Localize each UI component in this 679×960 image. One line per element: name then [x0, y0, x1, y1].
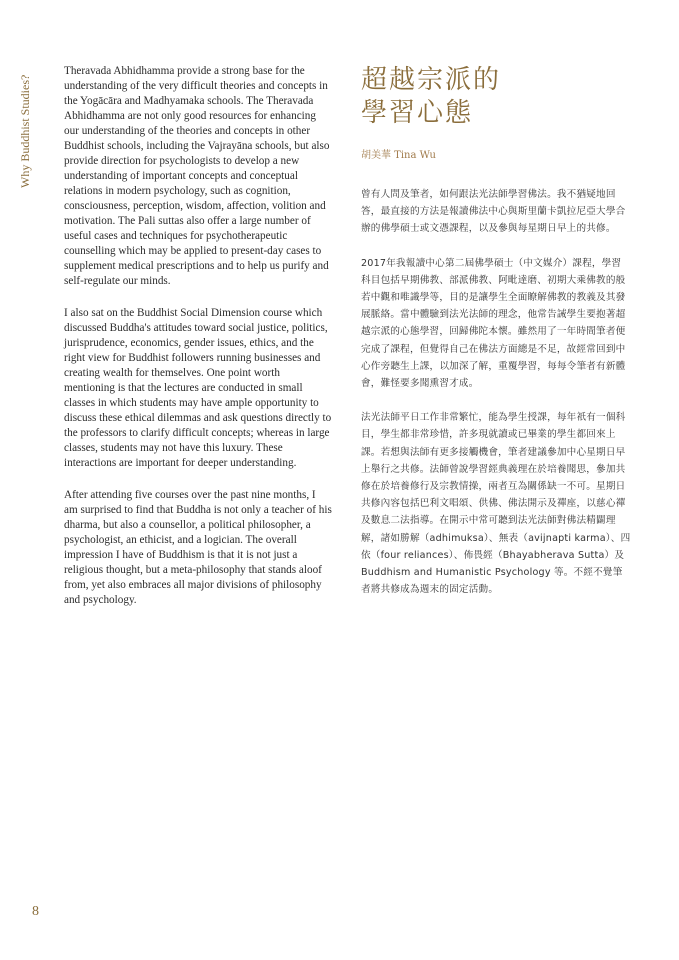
chinese-column — [361, 64, 631, 615]
chinese-paragraph-2: 2017年我報讀中心第二屆佛學碩士（中文媒介）課程，學習科目包括早期佛教、部派佛教、阿毗達磨、初期大乘佛教的般若中觀和唯識學等，目的是讓學生全面瞭解佛教的教義及其發展脈絡。當中體驗到法光法師的理念，他常告誡學生要抱著超越宗派的心態學習，回歸佛陀本懷。雖然用了一年時間筆者便完成了課程，但覺得自己在佛法方面總是不足，故經常回到中心作旁聽生上課，以加深了解，重覆學習，每每令筆者有新體會，難怪要多聞熏習才成。 — [361, 257, 626, 390]
chinese-paragraph-1: 曾有人問及筆者，如何跟法光法師學習佛法。我不猶疑地回答，最直接的方法是報讀佛法中心與斯里蘭卡凱拉尼亞大學合辦的佛學碩士或文憑課程，以及參與每星期日早上的共修。 — [361, 189, 626, 235]
author-byline: 胡美華 Tina Wu — [361, 150, 436, 161]
running-header-text: Why Buddhist Studies? — [18, 74, 32, 188]
english-paragraph-2: I also sat on the Buddhist Social Dimension course which discussed Buddha's attitudes toward social justice, politics, jurisprudence, economics, gender issues, ethics, and the right view for Buddhist followers running businesses and creating wealth for themselves. One point worth mentioning is that the lectures are conducted in small classes in which students may have ample opportunity to discuss these ethical dilemmas and ask questions directly to the professors to clarify difficult concepts; whereas in large classes, students may not have this luxury. These interactions are important for deeper understanding. — [64, 307, 332, 469]
article-title — [361, 64, 631, 130]
running-header — [18, 60, 58, 190]
chinese-body — [361, 186, 631, 598]
page-number: 8 — [32, 904, 39, 919]
article-title-line-2: 學習心態 — [361, 98, 474, 128]
english-paragraph-3: After attending five courses over the past nine months, I am surprised to find that Buddha is not only a teacher of his dharma, but also a counsellor, a political philosopher, a psychologist, an ethicist, and a logician. The overall impression I have of Buddhism is that it is not just a religious thought, but a meta-philosophy that stands aloof from, yet also embraces all major divisions of philosophy and psychology. — [64, 489, 332, 606]
english-column — [64, 64, 332, 625]
chinese-paragraph-3: 法光法師平日工作非常繁忙，能為學生授課，每年祇有一個科目，學生都非常珍惜，許多現就讀或已畢業的學生都回來上課。若想與法師有更多接觸機會，筆者建議參加中心星期日早上舉行之共修。法師曾說學習經典義理在於培養聞思，參加共修在於培養修行及宗教情操，兩者互為關係缺一不可。星期日共修內容包括巴利文唱頌、供佛、佛法開示及禪座，以慈心禪及數息二法指導。在開示中常可聽到法光法師對佛法精闢理解，諸如勝解（adhimuksa）、無表（avijnapti karma）、四依（four reliances）、佈畏經（Bhayabherava Sutta）及 Buddhism and Humanistic Psychology 等。不經不覺筆者將共修成為週末的固定活動。 — [361, 412, 631, 596]
english-paragraph-1: Theravada Abhidhamma provide a strong base for the understanding of the very difficult theories and concepts in the Yogācāra and Madhyamaka schools. The Theravada Abhidhamma are not only good resources for enhancing our understanding of the theories and concepts in other Buddhist schools, including the Vajrayāna schools, but also provide direction for psychologists to develop a new understanding of important concepts and conceptual relations in modern psychology, such as cognition, consciousness, perception, wisdom, affection, volition and motivation. The Pali suttas also offer a large number of useful cases and techniques for psychotherapeutic counselling which may be applied to present-day cases to supplement medical prescriptions and to help us purify and self-regulate our minds. — [64, 65, 330, 287]
article-title-line-1: 超越宗派的 — [361, 65, 502, 95]
